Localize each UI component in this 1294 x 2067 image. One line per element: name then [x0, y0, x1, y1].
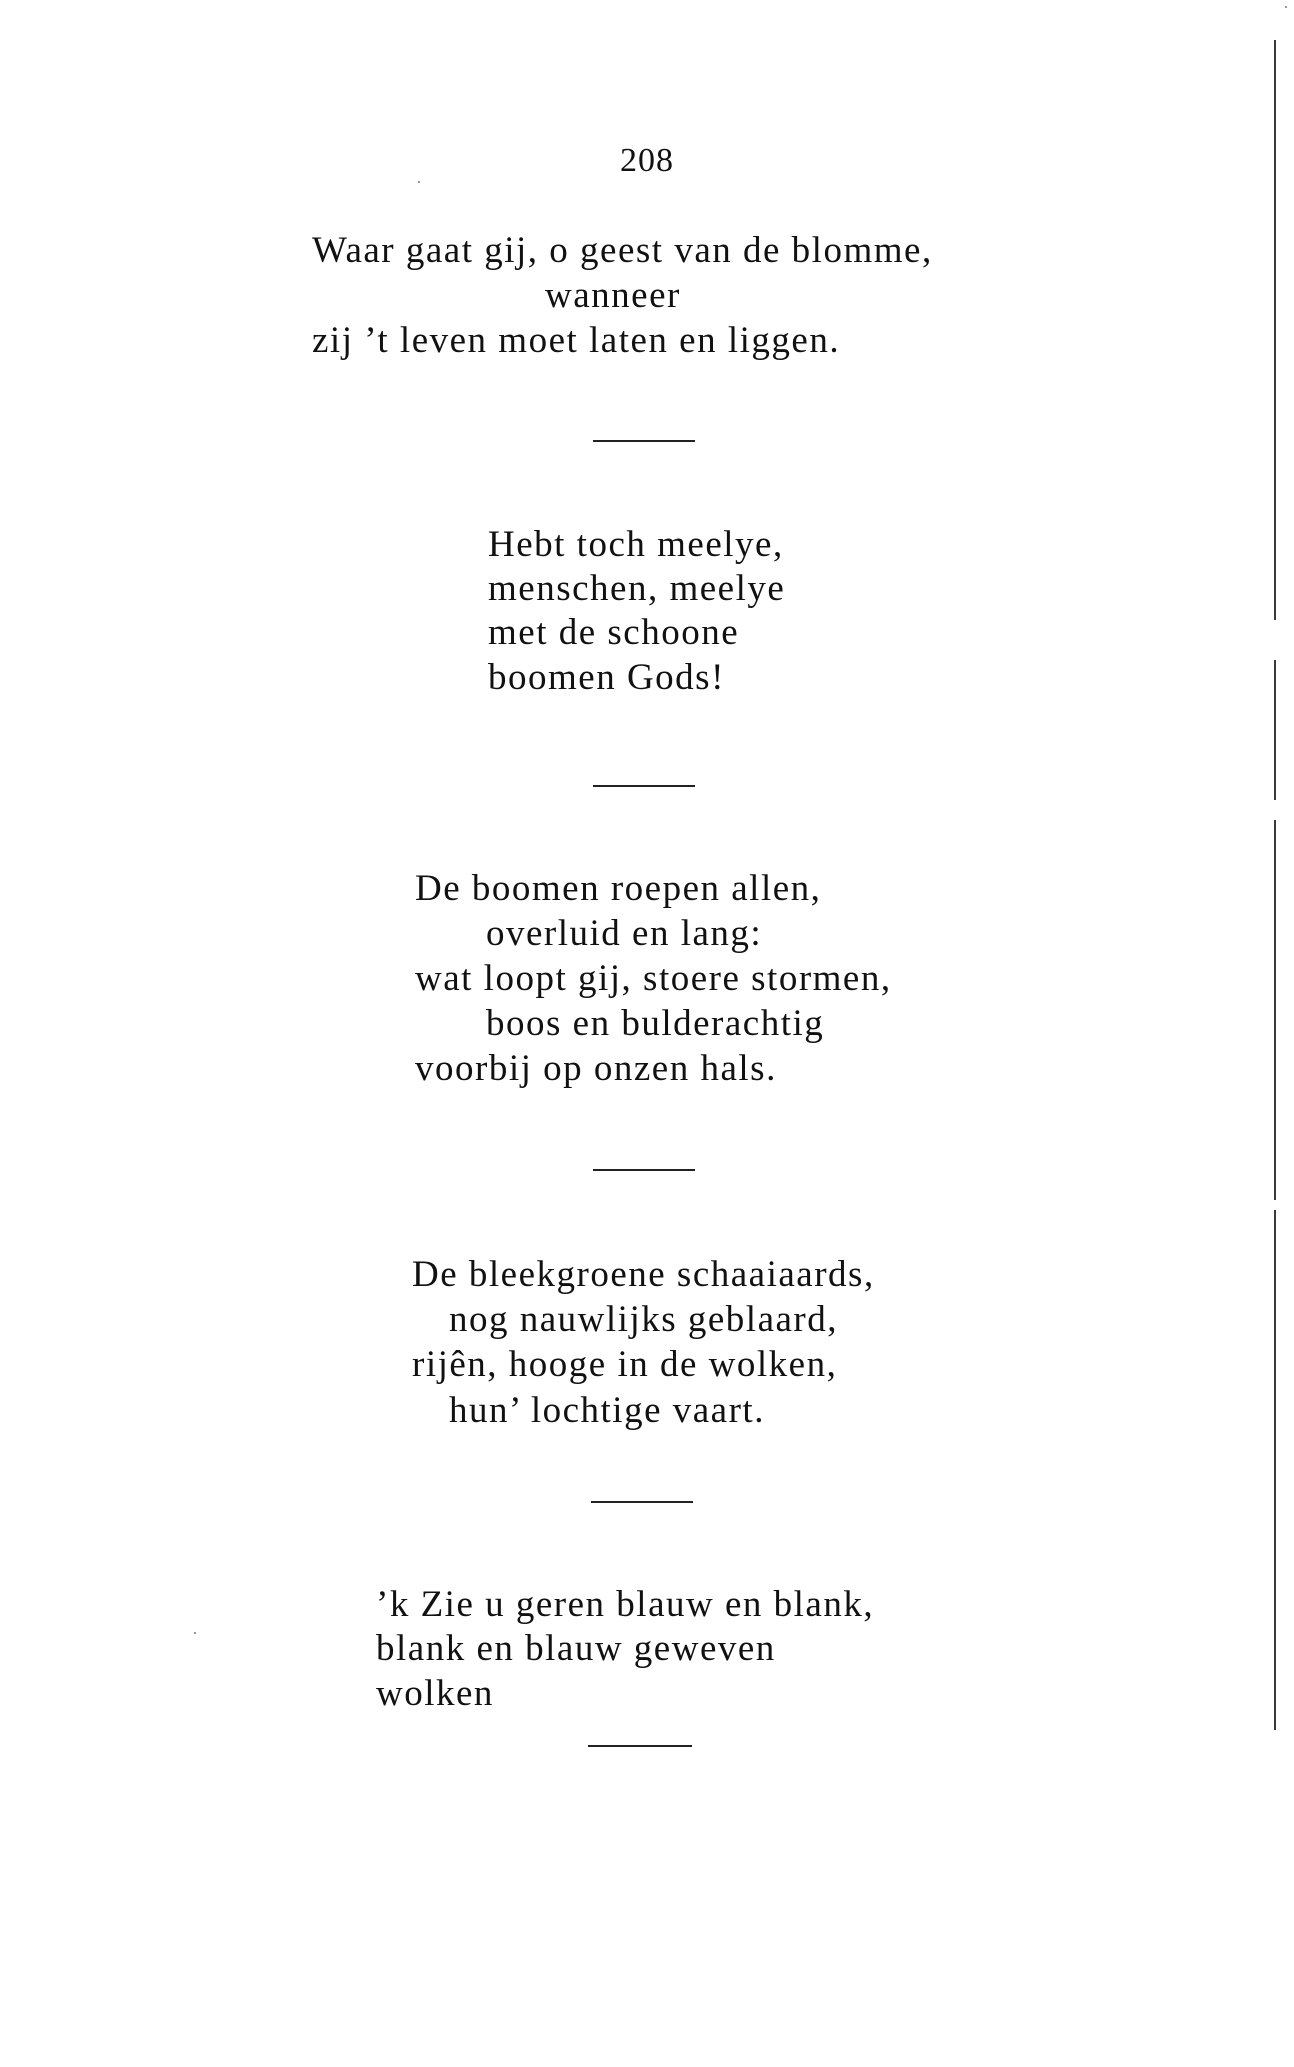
scan-edge-line [1274, 40, 1276, 620]
section-divider-2 [593, 785, 695, 787]
page-number: 208 [620, 142, 674, 179]
stanza-4-line-2: nog nauwlijks geblaard, [449, 1299, 838, 1340]
stanza-3-line-3: wat loopt gij, stoere stormen, [415, 958, 892, 999]
stanza-3-line-2: overluid en lang: [486, 913, 763, 954]
stanza-3-line-5: voorbij op onzen hals. [415, 1048, 777, 1089]
stanza-3-line-4: boos en bulderachtig [486, 1003, 825, 1044]
stanza-4-line-3: rijên, hooge in de wolken, [412, 1344, 838, 1385]
stanza-5-line-2: blank en blauw geweven [376, 1628, 776, 1669]
section-divider-1 [593, 440, 695, 442]
stanza-2-line-1: Hebt toch meelye, [488, 524, 784, 565]
section-divider-4 [591, 1501, 693, 1503]
stanza-2-line-2: menschen, meelye [488, 568, 786, 609]
stanza-2-line-4: boomen Gods! [488, 657, 725, 698]
stanza-1-line-1: Waar gaat gij, o geest van de blomme, [312, 230, 933, 271]
scan-edge-line [1274, 820, 1276, 1200]
scan-edge-line [1274, 660, 1276, 800]
scan-speck [194, 1632, 196, 1634]
stanza-4-line-4: hun’ lochtige vaart. [449, 1390, 765, 1431]
stanza-1-line-2: wanneer [545, 275, 681, 316]
scan-speck [418, 181, 420, 183]
stanza-1-line-3: zij ’t leven moet laten en liggen. [312, 320, 841, 361]
section-divider-3 [593, 1169, 695, 1171]
stanza-5-line-3: wolken [376, 1673, 494, 1714]
stanza-4-line-1: De bleekgroene schaaiaards, [412, 1254, 875, 1295]
stanza-5-line-1: ’k Zie u geren blauw en blank, [376, 1584, 875, 1625]
scan-edge-line [1274, 1210, 1276, 1730]
section-divider-5 [588, 1745, 692, 1747]
stanza-3-line-1: De boomen roepen allen, [415, 868, 822, 909]
scan-speck [1285, 6, 1287, 8]
stanza-2-line-3: met de schoone [488, 612, 740, 653]
